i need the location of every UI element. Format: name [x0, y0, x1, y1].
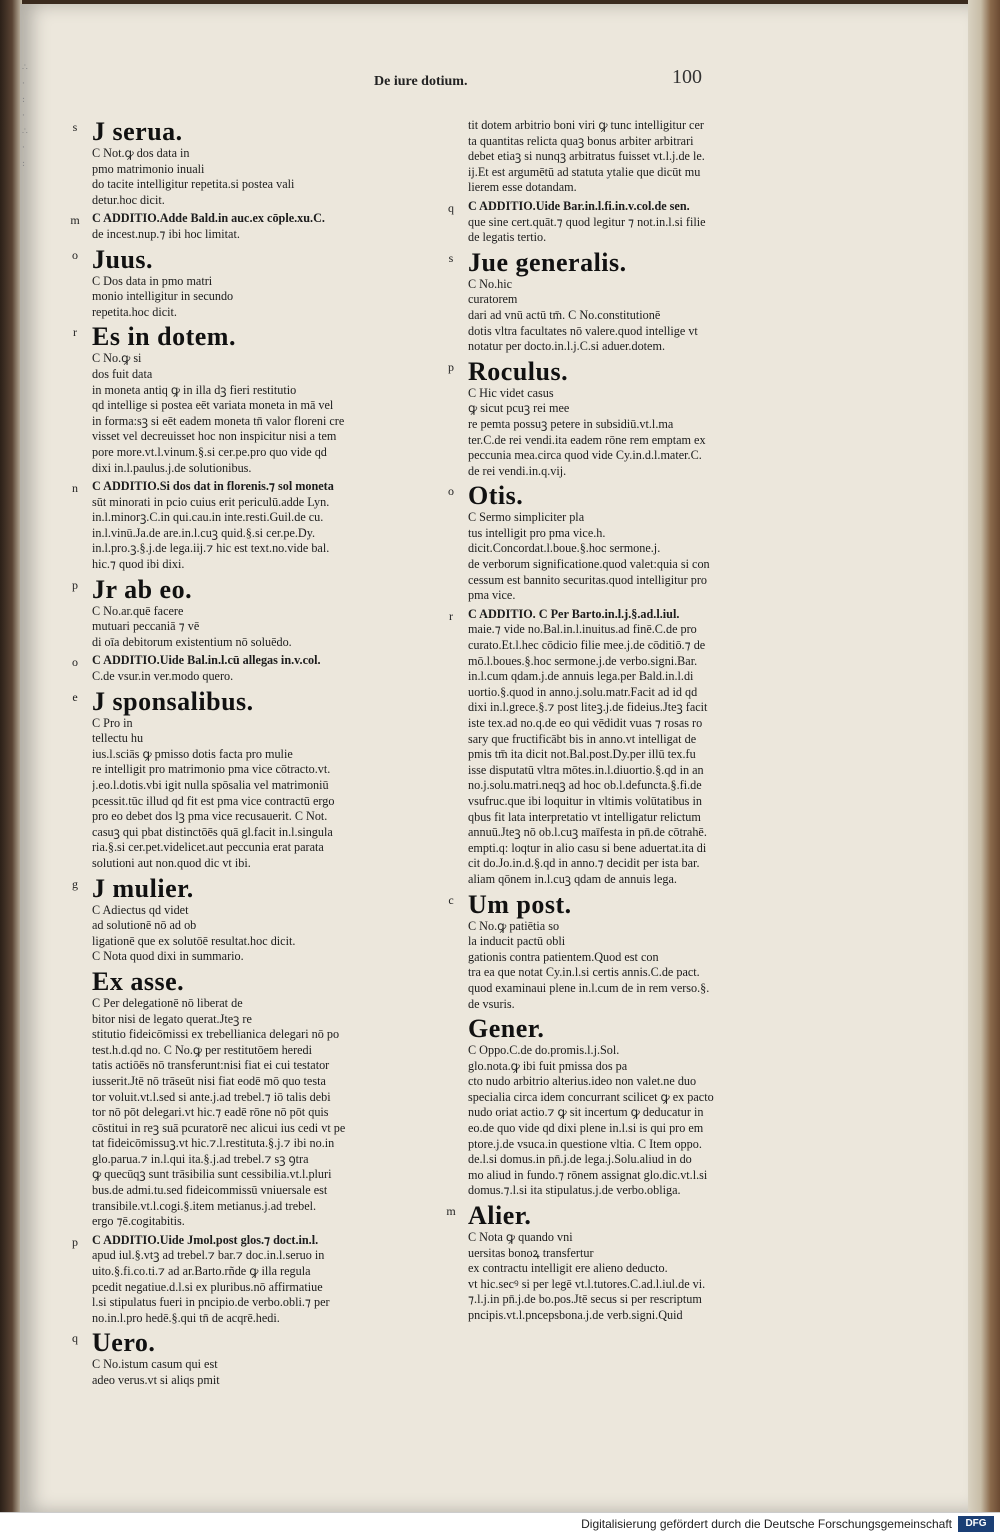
text-line: dotis vltra facultates nō valere.quod intellige vt	[468, 323, 698, 338]
text-line: bus.de admi.tu.sed fideicommissū vniuersale est	[92, 1183, 328, 1198]
text-line: iste tex.ad no.q.de eo qui vēdidit vuas ⁊ rosas ro	[468, 716, 703, 730]
right-text-column	[446, 118, 758, 1327]
margin-letter: r	[73, 325, 77, 340]
text-line: C No.ꝙ patiētia so	[468, 918, 560, 933]
text-line: ⁊.l.j.in pn̄.j.de bo.pos.Jtē secus si per rescriptum	[468, 1292, 702, 1307]
text-line: pro eo debet dos lꝫ pma vice recusauerit. C Not.	[92, 809, 328, 824]
text-line: in moneta antiq ꝙ in illa dꝫ fieri restitutio	[92, 382, 297, 397]
text-line: ꝙ quecūqꝫ sunt trāsibilia sunt cessibilia.vt.l.pluri	[92, 1167, 332, 1182]
text-line: annuū.Jteꝫ nō ob.l.cuꝫ maīfesta in pn̄.de cōtrahē.	[468, 825, 707, 840]
section-heading: Gener.	[468, 1014, 545, 1044]
text-line: no.j.solu.matri.neqꝫ ad hoc ob.l.defuncta.§.fi.de	[468, 778, 702, 793]
section-heading: J serua.	[92, 117, 183, 146]
text-line: domus.⁊.l.si ita stipulatus.j.de verbo.obliga.	[468, 1183, 681, 1198]
text-line: di oīa debitorum existentium nō soluēdo.	[92, 634, 292, 649]
text-line: in.l.pro.ꝫ.§.j.de lega.iij.⁊ hic est text.no.vide bal.	[92, 541, 330, 556]
margin-letter: s	[72, 120, 78, 134]
section-heading: Ex asse.	[92, 966, 185, 996]
text-line: ta quantitas relicta quaꝫ bonus arbiter arbitrari	[468, 133, 694, 148]
text-line: ergo ⁊ē.cogitabitis.	[92, 1214, 185, 1229]
text-line: uito.§.fi.co.ti.⁊ ad ar.Barto.rñde ꝙ illa regula	[92, 1264, 311, 1279]
text-line: C No.hic	[468, 276, 513, 291]
text-block	[72, 1328, 382, 1388]
text-line: dixi in.l.grece.§.⁊ post liteꝫ.j.de fideius.Jteꝫ facit	[468, 700, 708, 715]
text-block	[468, 118, 758, 196]
text-line: test.h.d.qd no. C No.ꝙ per restitutōem heredi	[92, 1042, 313, 1057]
text-line: ius.l.sciās ꝙ pmisso dotis facta pro mulie	[92, 746, 293, 761]
text-line: de.l.si domus.in pn̄.j.de lega.j.Solu.aliud in do	[468, 1152, 692, 1167]
text-line: C Not.ꝙ dos data in	[92, 146, 190, 160]
text-line: ria.§.si cer.pet.videlicet.aut peccunia erat parata	[92, 840, 324, 855]
text-line: cessum est bannito securitas.quod intelligitur pro	[468, 572, 707, 587]
text-line: pmo matrimonio inuali	[92, 161, 205, 176]
margin-letter: m	[446, 1204, 456, 1219]
text-line: C Nota ꝙ quando vni	[468, 1230, 573, 1245]
margin-letter: c	[448, 892, 454, 907]
section-heading: Juus.	[92, 244, 154, 274]
text-line: glo.parua.⁊ in.l.qui ita.§.j.ad trebel.⁊ sꝫ ꝯtra	[92, 1151, 309, 1166]
text-line: C ADDITIO.Si dos dat in florenis.⁊ sol moneta	[92, 479, 334, 494]
text-line: monio intelligitur in secundo	[92, 289, 234, 304]
text-block	[448, 356, 758, 480]
text-line: maie.⁊ vide no.Bal.in.l.inuitus.ad finē.C.de pro	[468, 622, 697, 637]
text-line: isse disputatū vltra mōtes.in.l.diuortio.§.qd in an	[468, 762, 704, 777]
text-line: C Per delegationē nō liberat de	[92, 995, 243, 1010]
margin-letter: r	[449, 608, 453, 623]
text-line: dicit.Concordat.l.boue.§.hoc sermone.j.	[468, 541, 661, 556]
margin-letter: q	[72, 1331, 78, 1346]
text-block	[72, 653, 382, 684]
margin-letter: o	[448, 484, 454, 499]
text-line: pmis tm̄ ita dicit not.Bal.post.Dy.per illū tex.fu	[468, 747, 696, 762]
text-block	[448, 247, 758, 355]
text-line: C No.ar.quē facere	[92, 603, 184, 618]
margin-letter: q	[448, 200, 454, 215]
text-line: C ADDITIO.Uide Bal.in.l.cū allegas in.v.col.	[92, 653, 321, 668]
text-line: C Hic videt casus	[468, 385, 554, 400]
text-line: j.eo.l.dotis.vbi igit nulla spōsalia vel matrimoniū	[92, 778, 329, 792]
running-header-title: De iure dotium.	[374, 74, 468, 89]
text-line: re pemta possuꝫ petere in subsidiū.vt.l.ma	[468, 416, 674, 431]
margin-letter: o	[72, 655, 78, 670]
text-line: dari ad vnū actū tm̄. C No.constitutionē	[468, 307, 661, 322]
section-heading: Jr ab eo.	[92, 574, 193, 604]
text-line: ter.C.de rei vendi.ita eadem rōne rem emptam ex	[468, 432, 706, 447]
text-line: peccunia mea.circa quod vide Cy.in.d.l.mater.C.	[468, 448, 702, 463]
text-line: in forma:sꝫ si eēt eadem moneta tn̄ valor floreni cre	[92, 413, 345, 428]
text-line: solutioni aut non.quod dic vt ibi.	[92, 855, 251, 870]
text-line: C ADDITIO.Uide Jmol.post glos.⁊ doct.in.l.	[92, 1232, 319, 1247]
text-block	[446, 1201, 758, 1324]
text-block	[448, 889, 758, 1013]
text-line: adeo verus.vt si aliqs pmit	[92, 1373, 220, 1387]
text-line: tus intelligit pro pma vice.h.	[468, 525, 606, 540]
text-block	[72, 244, 382, 321]
page-number: 100	[672, 66, 702, 88]
text-line: ꝙ sicut pcuꝫ rei mee	[468, 401, 570, 416]
text-line: C ADDITIO.Uide Bar.in.l.fi.in.v.col.de sen.	[468, 198, 690, 213]
text-line: glo.nota.ꝙ ibi fuit pmissa dos pa	[468, 1058, 628, 1073]
text-line: dixi in.l.paulus.j.de solutionibus.	[92, 460, 252, 475]
text-line: tatis actiōēs nō transferunt:nisi fiat ei cui testator	[92, 1058, 330, 1073]
text-line: no.in.l.pro hedē.§.qui tn̄ de acqrē.hedi.	[92, 1310, 280, 1325]
text-line: qd intellige si postea eēt variata moneta in mā vel	[92, 398, 334, 413]
text-line: quod examinaui plene in.l.cum de in rem verso.§.	[468, 980, 710, 995]
text-block	[449, 606, 758, 888]
text-line: curato.Et.l.hec cōdicio filie mee.j.de cōditiō.⁊ de	[468, 638, 706, 653]
section-heading: Roculus.	[468, 356, 569, 386]
text-line: C No.ꝙ si	[92, 351, 142, 366]
text-block	[448, 198, 758, 246]
text-block	[72, 574, 382, 651]
text-line: notatur per docto.in.l.j.C.si aduer.dotem.	[468, 339, 665, 354]
bleed-through-margin: ∴ · : · ∴ · :	[22, 63, 28, 169]
text-line: iusserit.Jtē nō trāseūt nisi fiat eodē mō quo testa	[92, 1073, 326, 1088]
text-block	[72, 479, 382, 573]
margin-letter: e	[72, 689, 78, 704]
text-line: vt hic.secꝰ si per legē vt.l.tutores.C.ad.l.iul.de vi.	[468, 1276, 706, 1291]
text-line: de legatis tertio.	[468, 230, 547, 245]
footer-bar	[0, 1512, 1000, 1535]
margin-letter: p	[448, 359, 454, 374]
text-line: repetita.hoc dicit.	[92, 304, 177, 319]
text-line: re intelligit pro matrimonio pma vice cōtracto.vt.	[92, 762, 331, 777]
text-line: ad solutionē nō ad ob	[92, 918, 197, 933]
text-line: mo aliud in fundo.⁊ rōnem assignat glo.dic.vt.l.si	[468, 1167, 708, 1182]
page-edges	[968, 0, 1000, 1534]
section-heading: J sponsalibus.	[92, 686, 254, 716]
text-line: in.l.minorꝫ.C.in qui.cau.in inte.resti.Guil.de cu.	[92, 510, 324, 525]
section-heading: Um post.	[468, 889, 572, 919]
section-heading: J mulier.	[92, 873, 194, 903]
text-line: qbus fit lata interpretatio vt intelligatur relictum	[468, 809, 701, 824]
text-line: pcessit.tūc illud qd fit est pma vice contractū ergo	[92, 793, 335, 808]
text-line: detur.hoc dicit.	[92, 192, 165, 207]
text-line: la inducit pactū obli	[468, 934, 566, 949]
margin-letter: p	[72, 577, 78, 592]
text-line: aliam qōnem in.l.cuꝫ qdam de annuis lega.	[468, 871, 677, 886]
text-line: tor nō pōt delegari.vt hic.⁊ eadē rōne nō pōt quis	[92, 1105, 329, 1120]
text-line: que sine cert.quāt.⁊ quod legitur ⁊ not.in.l.si filie	[468, 214, 706, 229]
text-line: de incest.nup.⁊ ibi hoc limitat.	[92, 226, 240, 241]
text-line: tat fideicōmissuꝫ.vt hic.⁊.l.restituta.§.j.⁊ ibi no.in	[92, 1136, 335, 1151]
margin-letter: n	[72, 481, 78, 496]
text-line: C Adiectus qd videt	[92, 902, 189, 917]
text-line: in.l.vinū.Ja.de are.in.l.cuꝫ quid.§.si cer.pe.Dy.	[92, 525, 316, 540]
text-line: tellectu hu	[92, 731, 144, 746]
section-heading: Uero.	[92, 1328, 156, 1358]
text-line: tit dotem arbitrio boni viri ꝙ tunc intelligitur cer	[468, 118, 704, 132]
margin-letter: o	[72, 247, 78, 262]
text-line: pma vice.	[468, 588, 516, 603]
text-line: ij.Et est argumētū ad statuta ytalie que dicūt mu	[468, 164, 701, 179]
left-text-column	[70, 117, 382, 1392]
text-block	[73, 322, 382, 476]
section-heading: Otis.	[468, 481, 524, 511]
text-line: curatorem	[468, 292, 518, 307]
text-line: cōstitui in reꝫ suā pcuratorē nec alicui ius cedi vt pe	[92, 1120, 346, 1135]
section-heading: Es in dotem.	[92, 322, 236, 352]
text-line: de vsuris.	[468, 996, 515, 1011]
text-block	[70, 211, 382, 242]
funding-notice: Digitalisierung gefördert durch die Deutsche Forschungsgemeinschaft	[581, 1517, 952, 1531]
text-line: specialia circa idem concurrant scilicet ꝙ ex pacto	[468, 1089, 714, 1104]
text-line: C Pro in	[92, 715, 133, 730]
text-line: sary que fructificābt bis in anno.vt intelligat de	[468, 731, 697, 746]
text-line: de verborum significatione.quod valet:quia si con	[468, 557, 710, 572]
text-line: mutuari peccaniā ⁊ vē	[92, 619, 200, 634]
text-line: C ADDITIO.Adde Bald.in auc.ex cōple.xu.C.	[92, 211, 325, 226]
text-line: debet etiaꝫ si nunqꝫ arbitratus fuisset vt.l.j.de le.	[468, 149, 705, 164]
text-line: cto nudo arbitrio alterius.ideo non valet.ne duo	[468, 1074, 697, 1089]
text-line: cit do.Jo.in.d.§.qd in anno.⁊ decidit per ista bar.	[468, 856, 700, 871]
text-line: vsufruc.que ibi loquitur in vltimis volūtatibus in	[468, 793, 702, 808]
margin-letter: g	[72, 876, 78, 891]
text-block	[448, 481, 758, 604]
section-heading: Alier.	[468, 1201, 532, 1231]
text-line: C Sermo simpliciter pla	[468, 510, 585, 525]
text-line: visset vel decreuisset hoc non inspicitur nisi a tem	[92, 429, 337, 444]
text-line: dos fuit data	[92, 366, 153, 381]
text-line: C No.istum casum qui est	[92, 1357, 218, 1372]
text-line: tra ea que notat Cy.in.l.si certis annis.C.de pact.	[468, 965, 700, 980]
text-line: C Nota quod dixi in summario.	[92, 949, 244, 964]
text-block	[72, 117, 382, 208]
book-spine	[0, 0, 22, 1534]
text-line: gationis contra patientem.Quod est con	[468, 949, 659, 964]
text-block	[72, 686, 382, 872]
text-line: do tacite intelligitur repetita.si postea vali	[92, 177, 295, 192]
text-line: ex contractu intelligit ere alieno deducto.	[468, 1261, 668, 1276]
text-block	[92, 968, 382, 1230]
text-block	[72, 1232, 382, 1327]
text-line: ptore.j.de vsuca.in questione vltia. C Item oppo.	[468, 1136, 702, 1151]
text-line: l.si stipulatus fueri in pncipio.de verbo.obli.⁊ per	[92, 1295, 330, 1310]
text-line: stitutio fideicōmissi ex trebellianica delegari nō po	[92, 1027, 340, 1042]
text-line: C ADDITIO. C Per Barto.in.l.j.§.ad.l.iul.	[468, 606, 680, 621]
text-line: apud iul.§.vtꝫ ad trebel.⁊ bar.⁊ doc.in.l.seruo in	[92, 1248, 325, 1263]
text-line: casuꝫ qui pbat distinctōēs quā gl.facit in.l.singula	[92, 824, 333, 839]
text-line: pcedit negatiue.d.l.si ex pluribus.nō affirmatiue	[92, 1279, 323, 1294]
margin-letter: m	[70, 213, 80, 228]
text-line: empti.q: loqtur in alio casu si bene aduertat.ita di	[468, 840, 707, 855]
text-line: uersitas bonoꝝ transfertur	[468, 1245, 594, 1260]
margin-letter: s	[448, 250, 454, 265]
text-line: C.de vsur.in ver.modo quero.	[92, 669, 234, 684]
text-line: ligationē que ex solutōē resultat.hoc dicit.	[92, 933, 296, 948]
text-line: pncipis.vt.l.pncepsbona.j.de verb.signi.Quid	[468, 1308, 683, 1322]
text-block	[468, 1015, 758, 1199]
text-block	[72, 873, 382, 965]
text-line: sūt minorati in pcio cuius erit periculū.adde Lyn.	[92, 494, 330, 509]
text-line: eo.de quo vide qd dixi plene in.l.si is qui pro em	[468, 1121, 704, 1136]
text-line: mō.l.boues.§.hoc sermone.j.de verbo.signi.Bar.	[468, 653, 698, 668]
text-line: in.l.cum qdam.j.de annuis lega.per Bald.in.l.di	[468, 669, 694, 684]
text-line: C Dos data in pmo matri	[92, 273, 213, 288]
text-line: C Oppo.C.de do.promis.l.j.Sol.	[468, 1043, 620, 1058]
text-line: de rei vendi.in.q.vij.	[468, 463, 567, 478]
text-line: tor voluit.vt.l.sed si ante.j.ad trebel.⁊ iō talis debi	[92, 1089, 331, 1104]
text-line: transibile.vt.l.cogi.§.item metianus.j.ad trebel.	[92, 1198, 317, 1213]
margin-letter: p	[72, 1234, 78, 1249]
dfg-logo: DFG	[958, 1516, 994, 1532]
text-line: bitor nisi de legato querat.Jteꝫ re	[92, 1011, 252, 1026]
text-line: uortio.§.quod in anno.j.solu.matr.Facit ad id qd	[468, 684, 698, 699]
text-line: lierem esse dotandam.	[468, 180, 577, 195]
text-line: nudo oriat actio.⁊ ꝙ sit incertum ꝙ deducatur in	[468, 1105, 704, 1120]
text-line: pore more.vt.l.vinum.§.si cer.pe.pro quo vide qd	[92, 444, 327, 459]
section-heading: Jue generalis.	[468, 247, 627, 277]
text-line: hic.⁊ quod ibi dixi.	[92, 557, 185, 572]
